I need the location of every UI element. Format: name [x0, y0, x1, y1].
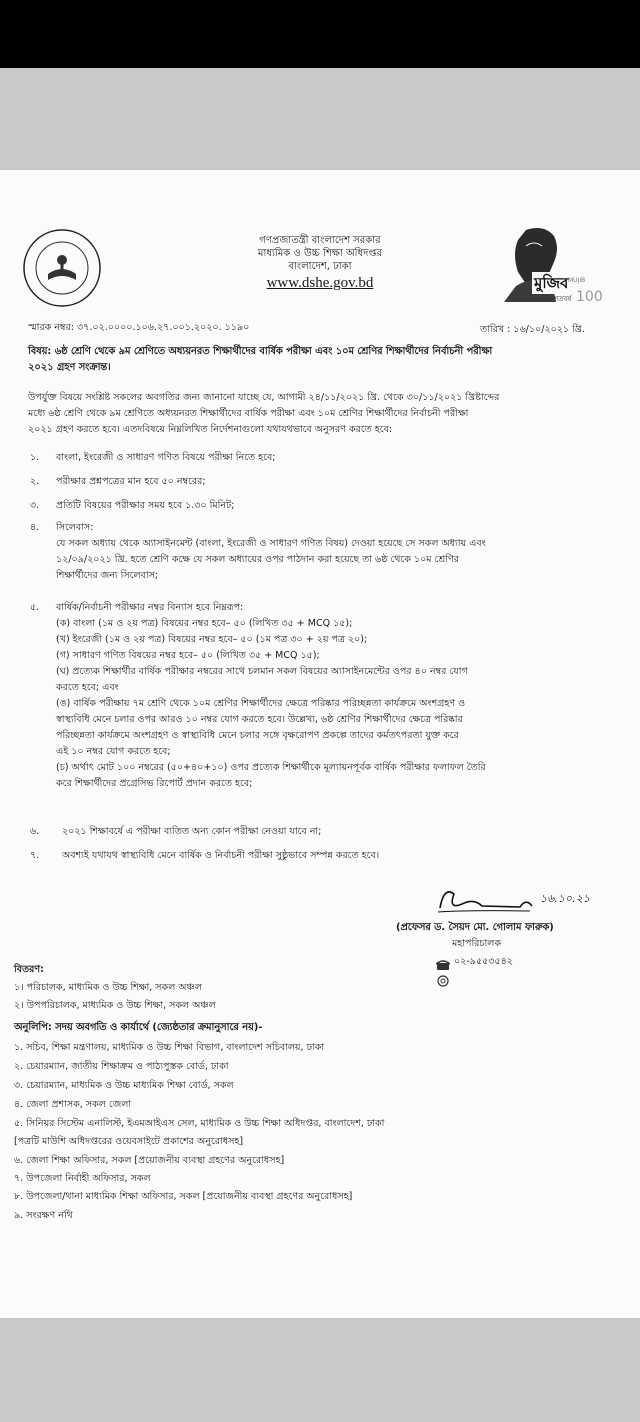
- item-line: পরীক্ষার প্রশ্নপত্রের মান হবে ৫০ নম্বরের;: [56, 476, 206, 487]
- item-number: ৫.: [30, 602, 40, 613]
- office-location: বাংলাদেশ, ঢাকা: [288, 261, 352, 272]
- memo-number: স্মারক নম্বর: ৩৭.০২.০০০০.১০৬.২৭.০০১.২০২০. ১১৯০: [28, 322, 250, 333]
- copy-recipient: ৩. চেয়ারম্যান, মাধ্যমিক ও উচ্চ মাধ্যমিক শিক্ষা বোর্ড, সকল: [14, 1080, 234, 1091]
- item-line: করে শিক্ষার্থীদের প্রগ্রেসিভ রিপোর্ট প্রদান করতে হবে;: [56, 778, 253, 789]
- item-number: ৪.: [30, 522, 40, 533]
- subject-line-2: ২০২১ গ্রহণ সংক্রান্ত।: [28, 362, 111, 373]
- item-line: (ঘ) প্রত্যেক শিক্ষার্থীর বার্ষিক পরীক্ষার নম্বরের সাথে চলমান সকল বিষয়ের অ্যাসাইনমেন্টের ওপর ৪০ নম্বর যোগ: [56, 666, 468, 677]
- signatory-title: মহাপরিচালক: [452, 938, 502, 949]
- phone-icon: [436, 956, 450, 967]
- svg-text:MUJIB: MUJIB: [568, 277, 586, 284]
- email-icon: [436, 972, 450, 984]
- copy-recipient: ৫. সিনিয়র সিস্টেম এনালিস্ট, ইএমআইএস সেল, মাধ্যমিক ও উচ্চ শিক্ষা অধিদপ্তর, বাংলাদেশ, ঢাকা: [14, 1118, 385, 1129]
- copy-recipient: ৬. জেলা শিক্ষা অফিসার, সকল [প্রয়োজনীয় ব্যবস্থা গ্রহণের অনুরোধসহ]: [14, 1155, 285, 1166]
- copies-heading: অনুলিপি: সদয় অবগতি ও কার্যার্থে (জ্যেষ্ঠতার ক্রমানুসারে নয়)-: [14, 1022, 263, 1033]
- item-line: অবশ্যই যথাযথ স্বাস্থ্যবিধি মেনে বার্ষিক ও নির্বাচনী পরীক্ষা সুষ্ঠুভাবে সম্পন্ন করতে হবে।: [62, 850, 380, 861]
- item-line: (গ) সাধারণ গণিত বিষয়ের নম্বর হবে– ৫০ (লিখিত ৩৫ + MCQ ১৫);: [56, 650, 320, 661]
- distribution-heading: বিতরণ:: [14, 964, 44, 975]
- memo-date: তারিখ : ১৬/১০/২০২১ খ্রি.: [480, 324, 585, 335]
- item-line: বার্ষিক/নির্বাচনী পরীক্ষার নম্বর বিন্যাস হবে নিম্নরূপ:: [56, 602, 244, 613]
- copy-recipient: ১. সচিব, শিক্ষা মন্ত্রণালয়, মাধ্যমিক ও উচ্চ শিক্ষা বিভাগ, বাংলাদেশ সচিবালয়, ঢাকা: [14, 1042, 325, 1053]
- distribution-item: ১। পরিচালক, মাধ্যমিক ও উচ্চ শিক্ষা, সকল অঞ্চল: [14, 982, 202, 993]
- subject-line-1: বিষয়: ৬ষ্ঠ শ্রেণি থেকে ৯ম শ্রেণিতে অধ্যয়নরত শিক্ষার্থীদের বার্ষিক পরীক্ষা এবং ১০ম শ্রেণির শিক্ষার্থীদের নির্বাচনী পরীক্ষা: [28, 346, 493, 357]
- item-number: ১.: [30, 452, 40, 463]
- signatory-name: (প্রফেসর ড. সৈয়দ মো. গোলাম ফারুক): [396, 922, 554, 933]
- item-number: ৬.: [30, 826, 40, 837]
- item-line: (খ) ইংরেজী (১ম ও ২য় পত্র) বিষয়ের নম্বর হবে– ৫০ (১ম পত্র ৩০ + ২য় পত্র ২০);: [56, 634, 368, 645]
- intro-line: উপর্যুক্ত বিষয়ে সংশ্লিষ্ট সকলের অবগতির জন্য জানানো যাচ্ছে যে, আগামী ২৪/১১/২০২১ খ্রি. থেকে ৩০/১১/২০২১ খ্রিষ্টাব্দের: [28, 392, 500, 403]
- item-line: (ক) বাংলা (১ম ও ২য় পত্র) বিষয়ের নম্বর হবে– ৫০ (লিখিত ৩৫ + MCQ ১৫);: [56, 618, 353, 629]
- svg-text:শতবর্ষ: শতবর্ষ: [554, 295, 572, 303]
- item-line: স্বাস্থ্যবিধি মেনে চলার ওপর আরও ১০ নম্বর যোগ করতে হবে। উল্লেখ্য, ৬ষ্ঠ শ্রেণির শিক্ষার্থীদের ক্ষেত্রে পরিষ্কার: [56, 714, 463, 725]
- item-number: ২.: [30, 476, 40, 487]
- svg-text:100: 100: [576, 289, 603, 305]
- handwritten-date: ১৬.১০.২১: [540, 892, 590, 905]
- bottom-gray-band: [0, 1318, 640, 1422]
- top-gray-band: [0, 68, 640, 170]
- distribution-item: ২। উপপরিচালক, মাধ্যমিক ও উচ্চ শিক্ষা, সকল অঞ্চল: [14, 1000, 216, 1011]
- copy-recipient: ৯. সংরক্ষণ নথি: [14, 1210, 73, 1221]
- office-name: মাধ্যমিক ও উচ্চ শিক্ষা অধিদপ্তর: [257, 248, 383, 259]
- mujib-centenary-logo: [496, 226, 608, 308]
- copy-recipient: [পত্রটি মাউশি অধিদপ্তরের ওয়েবসাইটে প্রকাশের অনুরোধসহ]: [14, 1136, 244, 1147]
- item-line: ১২/০৯/২০২১ খ্রি. হতে শ্রেণি কক্ষে যে সকল অধ্যায়ের ওপর পাঠদান করা হয়েছে তা ৬ষ্ঠ থেকে ১০ম শ্রেণির: [56, 554, 459, 565]
- copy-recipient: ৭. উপজেলা নির্বাহী অফিসার, সকল: [14, 1173, 151, 1184]
- item-line: শিক্ষার্থীদের জন্য সিলেবাস;: [56, 570, 159, 581]
- svg-text:মুজিব: মুজিব: [534, 274, 569, 292]
- copy-recipient: ৪. জেলা প্রশাসক, সকল জেলা: [14, 1099, 132, 1110]
- item-line: পরিচ্ছন্নতা কার্যক্রমে অংশগ্রহণ ও স্বাস্থ্যবিধি মেনে চলার সঙ্গে বৃক্ষরোপণ প্রকল্পে তাদের কর্মতৎপরতা যুক্ত করে: [56, 730, 459, 741]
- website-link[interactable]: www.dshe.gov.bd: [266, 275, 374, 291]
- item-line: সিলেবাস:: [56, 522, 94, 533]
- govt-name: গণপ্রজাতন্ত্রী বাংলাদেশ সরকার: [259, 235, 381, 246]
- item-number: ৩.: [30, 500, 40, 511]
- item-line: ২০২১ শিক্ষাবর্ষে এ পরীক্ষা ব্যতিত অন্য কোন পরীক্ষা নেওয়া যাবে না;: [62, 826, 322, 837]
- item-line: (চ) অর্থাৎ মোট ১০০ নম্বরের (৫০+৪০+১০) ওপর প্রত্যেক শিক্ষার্থীকে মূল্যায়নপূর্বক বার্ষিক পরীক্ষার ফলাফল তৈরি: [56, 762, 486, 773]
- intro-line: ২০২১ গ্রহণ করতে হবে। এতদবিষয়ে নিম্নলিখিত নির্দেশনাগুলো যথাযথভাবে অনুসরণ করতে হবে:: [28, 424, 393, 435]
- signature: [430, 880, 630, 920]
- document-page: [0, 170, 640, 1318]
- item-line: প্রতিটি বিষয়ের পরীক্ষার সময় হবে ১.৩০ মিনিট;: [56, 500, 235, 511]
- intro-line: মধ্যে ৬ষ্ঠ শ্রেণি থেকে ৯ম শ্রেণিতে অধ্যয়নরত শিক্ষার্থীদের বার্ষিক পরীক্ষা এবং ১০ম শ্রেণির শিক্ষার্থীদের নির্বাচনী পরীক্ষা: [28, 408, 469, 419]
- copy-recipient: ৮. উপজেলা/থানা মাধ্যমিক শিক্ষা অফিসার, সকল [প্রয়োজনীয় ব্যবস্থা গ্রহণের অনুরোধসহ]: [14, 1191, 353, 1202]
- signatory-phone: ০২-৯৫৫৩৫৪২: [454, 956, 513, 967]
- item-number: ৭.: [30, 850, 40, 861]
- item-line: (ঙ) বার্ষিক পরীক্ষায় ৭ম শ্রেণি থেকে ১০ম শ্রেণির শিক্ষার্থীদের ক্ষেত্রে পরিষ্কার পরিচ্ছন্নতা কার্যক্রমে অংশগ্রহণ ও: [56, 698, 466, 709]
- item-line: করতে হবে; এবং: [56, 682, 119, 693]
- item-line: বাংলা, ইংরেজী ও সাধারণ গণিত বিষয়ে পরীক্ষা নিতে হবে;: [56, 452, 276, 463]
- copy-recipient: ২. চেয়ারম্যান, জাতীয় শিক্ষাক্রম ও পাঠ্যপুস্তক বোর্ড, ঢাকা: [14, 1061, 229, 1072]
- item-line: এই ১০ নম্বর যোগ করতে হবে;: [56, 746, 171, 757]
- item-line: যে সকল অধ্যায় থেকে অ্যাসাইনমেন্ট (বাংলা, ইংরেজী ও সাধারণ গণিত বিষয়) দেওয়া হয়েছে সে সকল অধ্যায় এবং: [56, 538, 486, 549]
